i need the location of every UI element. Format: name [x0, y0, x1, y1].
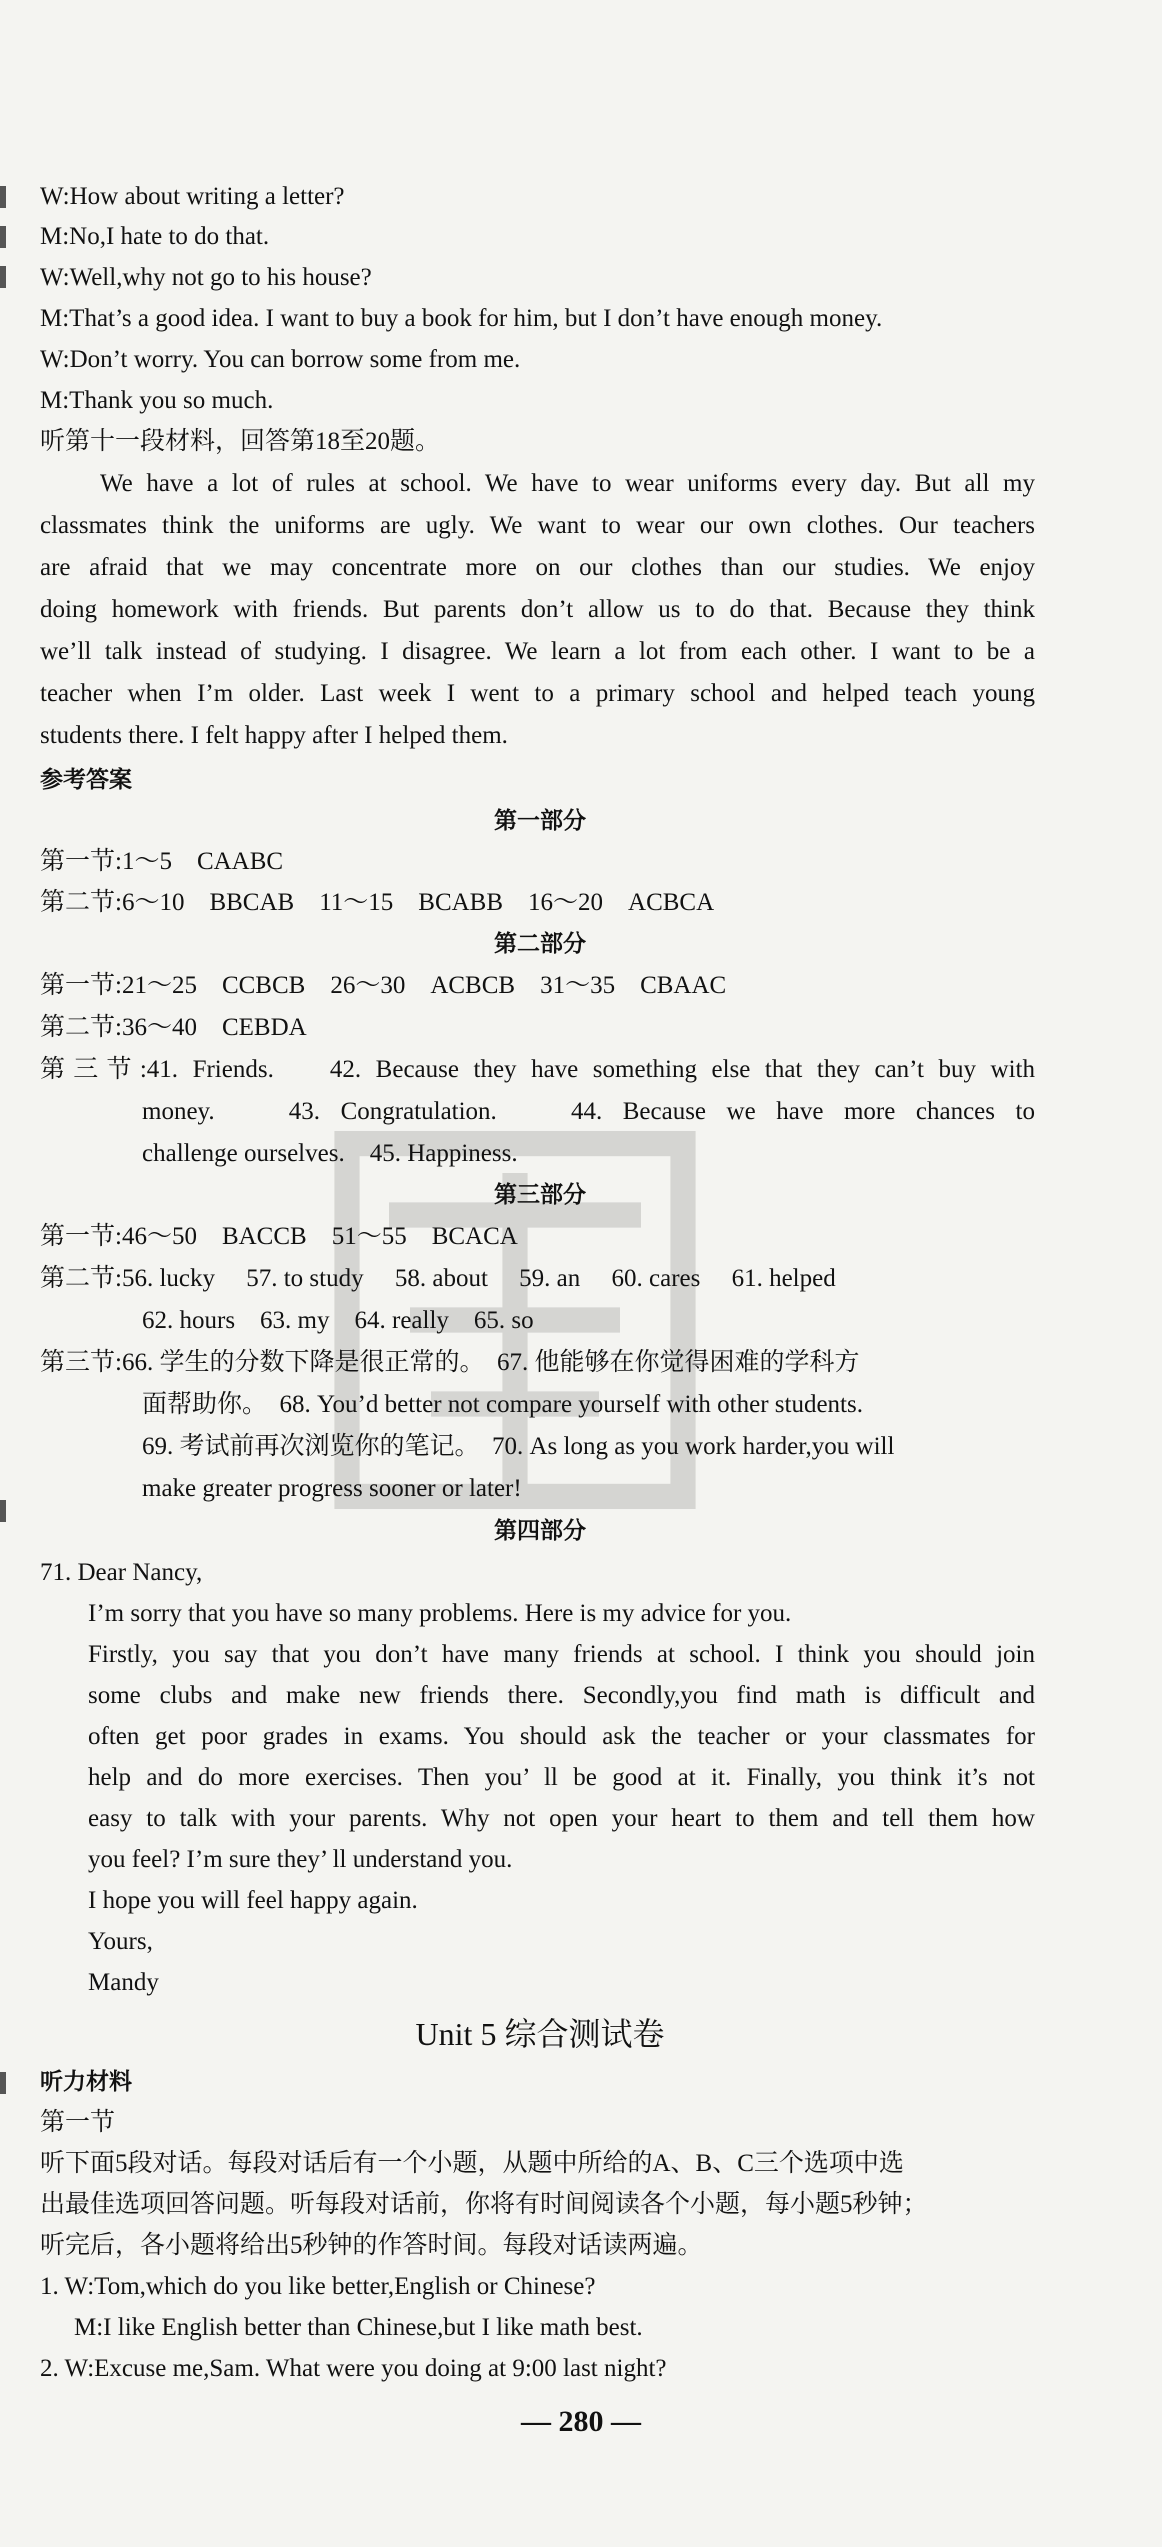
answer-line: 第三节:41. Friends. 42. Because they have something else that they can’t buy with [40, 1056, 1035, 1083]
letter-line: easy to talk with your parents. Why not open your heart to them and tell them how [88, 1805, 1035, 1832]
letter-line: you feel? I’m sure they’ ll understand you. [88, 1846, 513, 1873]
margin-mark [0, 2072, 6, 2094]
passage-line: We have a lot of rules at school. We have to wear uniforms every day. But all my [100, 470, 1035, 497]
answer-line: 第二节:56. lucky 57. to study 58. about 59. an 60. cares 61. helped [40, 1265, 836, 1292]
dialogue-line: M:Thank you so much. [40, 387, 274, 414]
answer-line: make greater progress sooner or later! [142, 1475, 522, 1502]
answer-line: 69. 考试前再次浏览你的笔记。 70. As long as you work harder,you will [142, 1433, 895, 1460]
answer-line: 第三节:66. 学生的分数下降是很正常的。 67. 他能够在你觉得困难的学科方 [40, 1349, 860, 1376]
answer-line: 第一节:46～50 BACCB 51～55 BCACA [40, 1223, 518, 1250]
passage-line: students there. I felt happy after I helped them. [40, 722, 508, 749]
answer-line: 第一节:1～5 CAABC [40, 848, 284, 875]
part-heading: 第一部分 [494, 808, 586, 834]
unit-title: Unit 5 综合测试卷 [415, 2016, 665, 2052]
dialogue-line: 1. W:Tom,which do you like better,English or Chinese? [40, 2273, 596, 2300]
answer-line: 62. hours 63. my 64. really 65. so [142, 1307, 534, 1334]
letter-line: some clubs and make new friends there. Secondly,you find math is difficult and [88, 1682, 1035, 1709]
letter-line: Yours, [88, 1928, 153, 1955]
part-heading: 第四部分 [494, 1518, 586, 1544]
letter-line: Mandy [88, 1969, 159, 1996]
letter-line: I hope you will feel happy again. [88, 1887, 418, 1914]
answer-line: 第二节:36～40 CEBDA [40, 1014, 307, 1041]
letter-line: I’m sorry that you have so many problems. Here is my advice for you. [88, 1600, 792, 1627]
margin-mark [0, 226, 6, 248]
answer-line: money. 43. Congratulation. 44. Because we have more chances to [142, 1098, 1035, 1125]
instruction-line: 听下面5段对话。每段对话后有一个小题，从题中所给的A、B、C三个选项中选 [40, 2150, 904, 2177]
listening-section: 第一节 [40, 2109, 116, 2136]
letter-line: Firstly, you say that you don’t have many friends at school. I think you should join [88, 1641, 1035, 1668]
dialogue-line: W:Don’t worry. You can borrow some from me. [40, 346, 521, 373]
part-heading: 第三部分 [494, 1182, 586, 1208]
passage-line: classmates think the uniforms are ugly. We want to wear our own clothes. Our teachers [40, 512, 1035, 539]
instruction-line: 听完后，各小题将给出5秒钟的作答时间。每段对话读两遍。 [40, 2232, 703, 2259]
passage-line: teacher when I’m older. Last week I went to a primary school and helped teach young [40, 680, 1035, 707]
answer-line: challenge ourselves. 45. Happiness. [142, 1140, 518, 1167]
margin-mark [0, 266, 6, 288]
listening-heading: 听力材料 [40, 2069, 132, 2095]
letter-line: often get poor grades in exams. You should ask the teacher or your classmates for [88, 1723, 1035, 1750]
page-number: — 280 — [521, 2405, 641, 2438]
answer-line: 第二节:6～10 BBCAB 11～15 BCABB 16～20 ACBCA [40, 889, 715, 916]
passage-line: we’ll talk instead of studying. I disagree. We learn a lot from each other. I want to be a [40, 638, 1035, 665]
letter-line: 71. Dear Nancy, [40, 1559, 203, 1586]
instruction-line: 出最佳选项回答问题。听每段对话前，你将有时间阅读各个小题，每小题5秒钟； [40, 2191, 928, 2218]
dialogue-line: 2. W:Excuse me,Sam. What were you doing at 9:00 last night? [40, 2355, 667, 2382]
answer-line: 第一节:21～25 CCBCB 26～30 ACBCB 31～35 CBAAC [40, 972, 727, 999]
dialogue-line: M:No,I hate to do that. [40, 223, 270, 250]
dialogue-line: W:Well,why not go to his house? [40, 264, 372, 291]
answers-heading: 参考答案 [40, 767, 132, 793]
part-heading: 第二部分 [494, 931, 586, 957]
dialogue-line: M:That’s a good idea. I want to buy a book for him, but I don’t have enough money. [40, 305, 883, 332]
dialogue-line: M:I like English better than Chinese,but I like math best. [74, 2314, 643, 2341]
passage-line: are afraid that we may concentrate more on our clothes than our studies. We enjoy [40, 554, 1035, 581]
margin-mark [0, 186, 6, 208]
answer-line: 面帮助你。 68. You’d better not compare yourself with other students. [142, 1391, 863, 1418]
passage-line: doing homework with friends. But parents don’t allow us to do that. Because they think [40, 596, 1035, 623]
letter-line: help and do more exercises. Then you’ ll be good at it. Finally, you think it’s not [88, 1764, 1035, 1791]
section-instruction: 听第十一段材料，回答第18至20题。 [40, 428, 441, 455]
dialogue-line: W:How about writing a letter? [40, 183, 345, 210]
